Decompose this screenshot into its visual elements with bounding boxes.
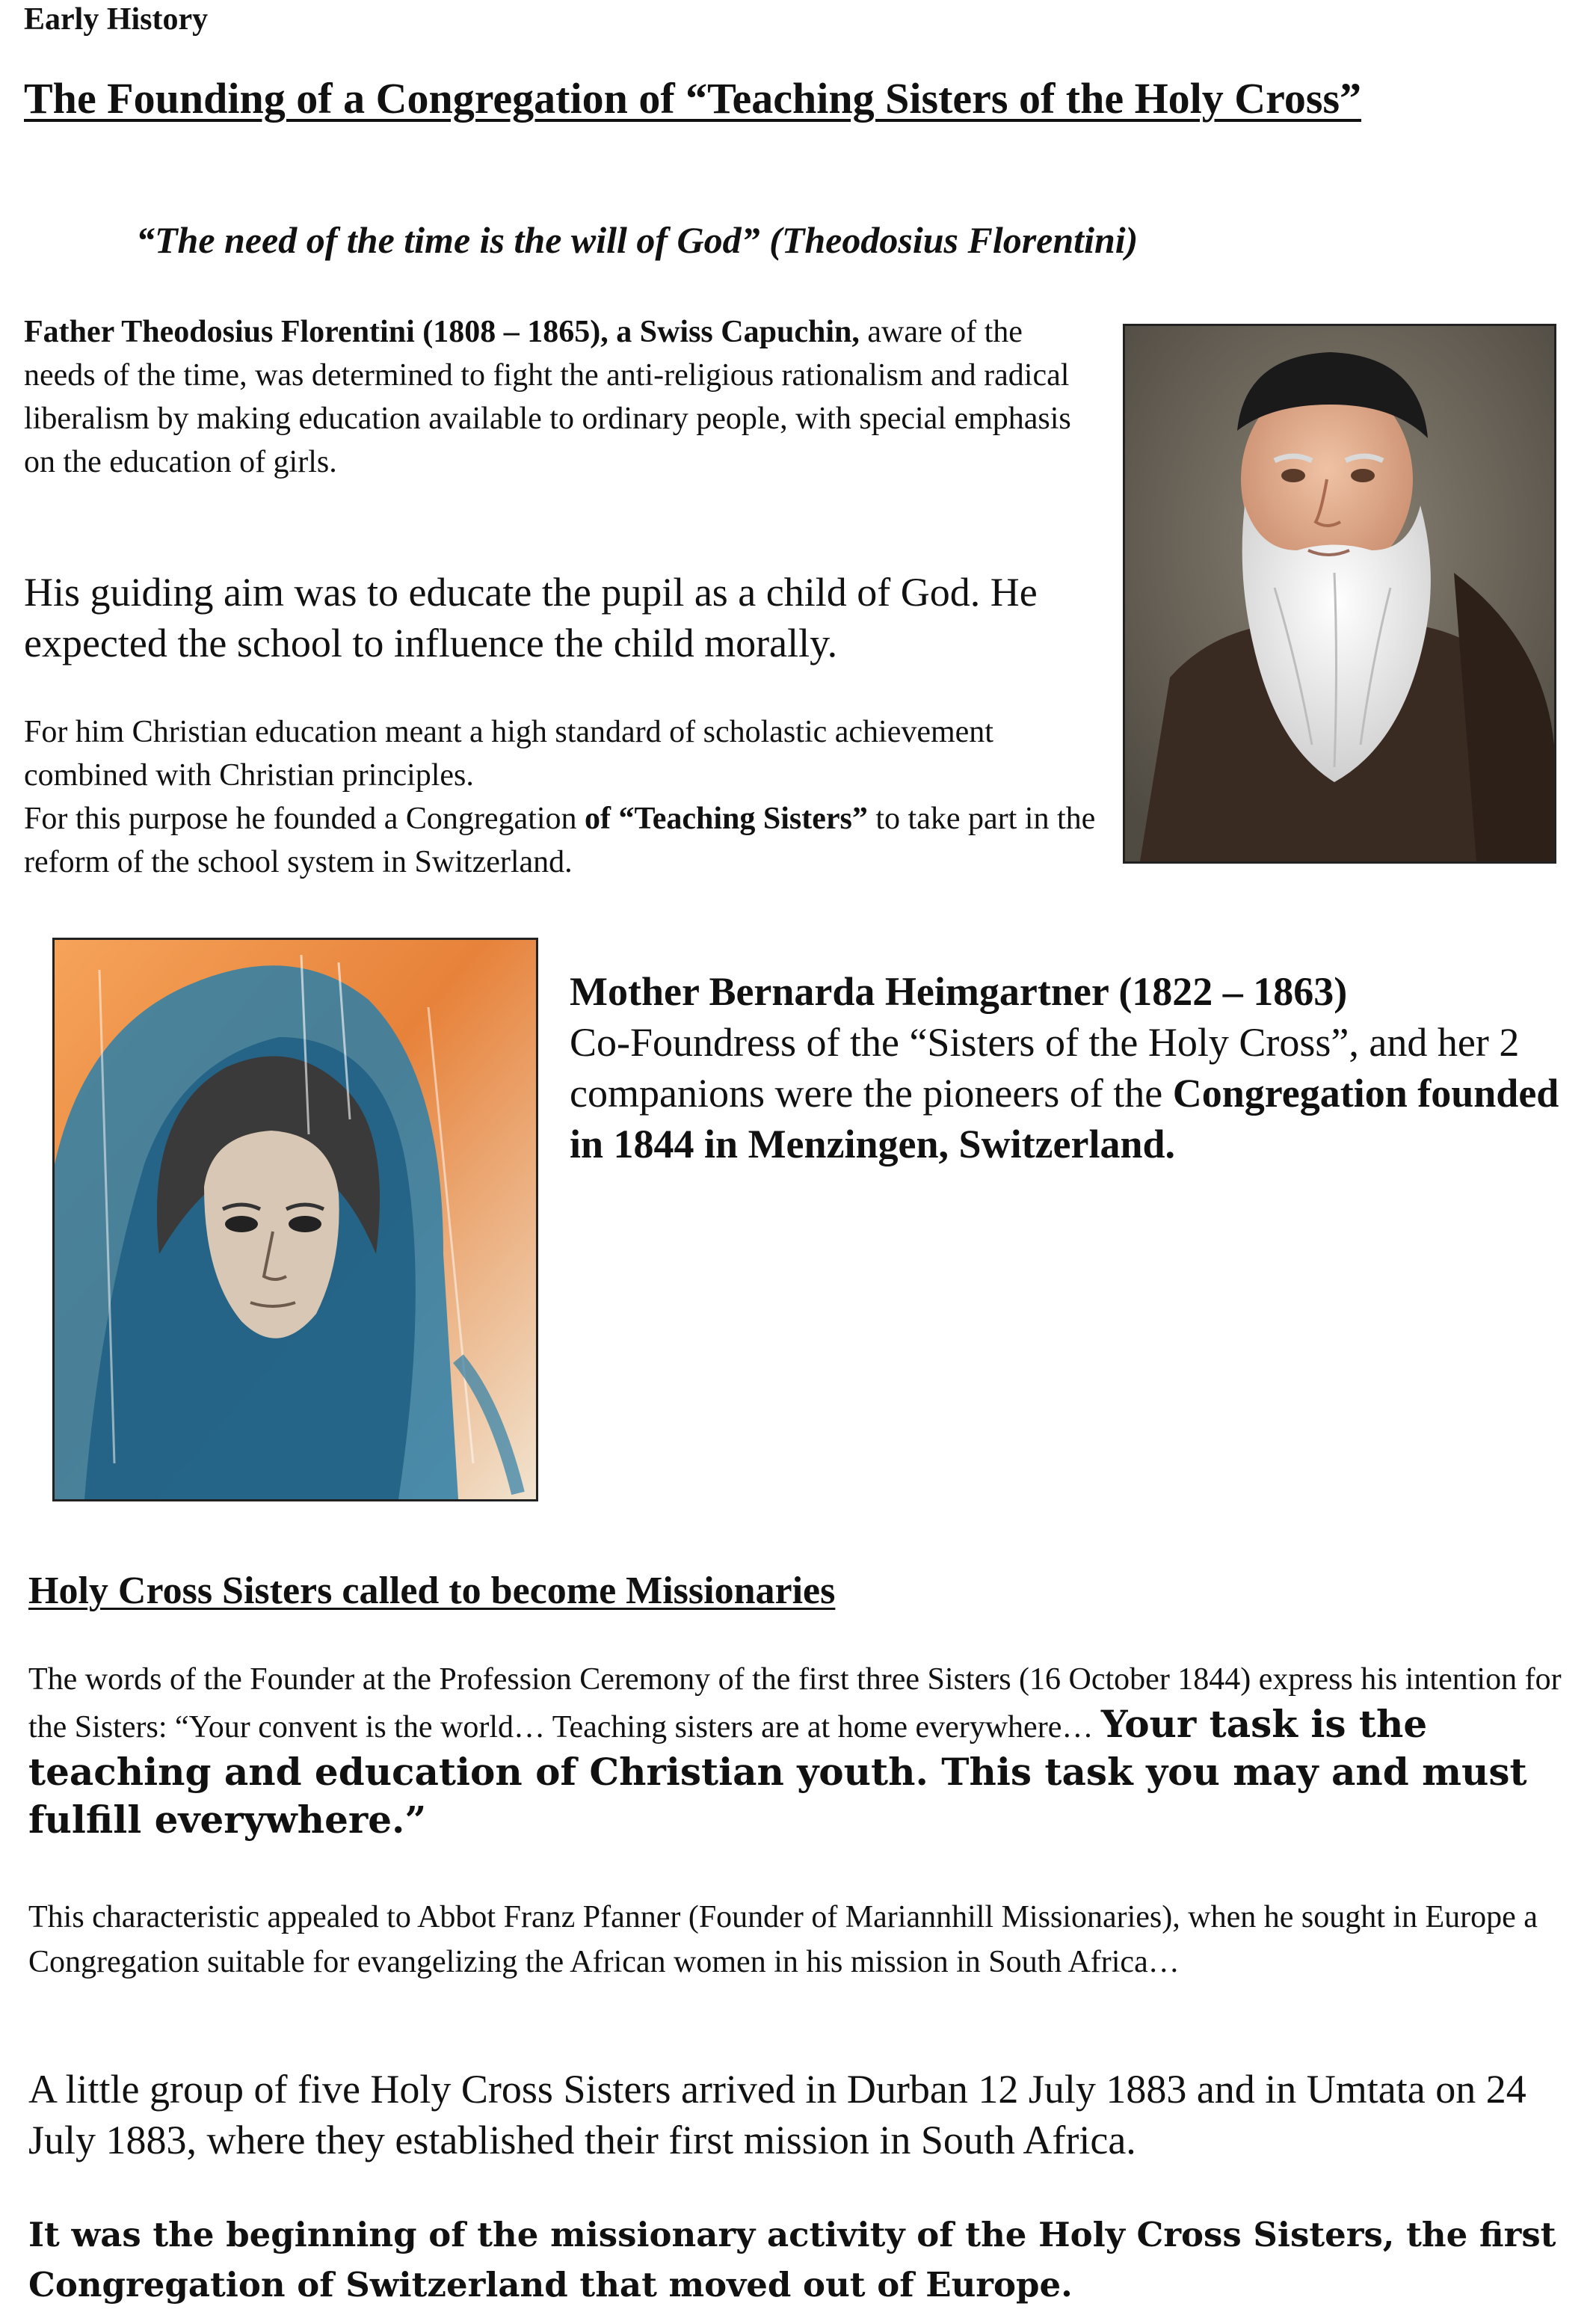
theodosius-portrait (1123, 324, 1556, 864)
theodosius-aim: His guiding aim was to educate the pupil as a child of God. He expected the school to influence the child morally. (24, 570, 1038, 665)
theodosius-intro-body: aware of the needs of the time, was determined to fight the anti-religious rationalism and radical liberalism by making education available to ordinary people, with special emphasis on the education of girls. (24, 315, 1071, 479)
theodosius-portrait-image (1125, 326, 1554, 861)
theodosius-education-bold: of “Teaching Sisters” (585, 802, 868, 836)
conclusion-text: It was the beginning of the missionary activity of the Holy Cross Sisters, the first Congregation of Switzerland that moved out of Europe. (28, 2215, 1556, 2305)
bernarda-founding: Congregation founded in 1844 in Menzingen, Switzerland. (570, 1071, 1559, 1166)
page-title: The Founding of a Congregation of “Teaching Sisters of the Holy Cross” (24, 74, 1362, 123)
arrival-paragraph: A little group of five Holy Cross Sisters arrived in Durban 12 July 1883 and in Umtata on 24 July 1883, where they established their first mission in South Africa. (28, 2067, 1526, 2162)
theodosius-education-start: For this purpose he founded a Congregation (24, 802, 585, 836)
theodosius-education (24, 710, 1100, 884)
theodosius-education-line1: For him Christian education meant a high standard of scholastic achievement combined with Christian principles. (24, 715, 993, 793)
theodosius-intro (24, 310, 1100, 484)
conclusion-paragraph (28, 2210, 1568, 2310)
bernarda-name: Mother Bernarda Heimgartner (1822 – 1863) (570, 969, 1348, 1014)
bernarda-painting-image (55, 940, 536, 1499)
founder-words (28, 1657, 1568, 1845)
missionaries-heading: Holy Cross Sisters called to become Missionaries (28, 1570, 836, 1612)
founder-quote: “The need of the time is the will of God” (Theodosius Florentini) (136, 219, 1139, 261)
bernarda-painting (52, 938, 538, 1501)
theodosius-intro-lead: Father Theodosius Florentini (1808 – 1865), a Swiss Capuchin, (24, 315, 860, 349)
bernarda-caption (570, 966, 1571, 1169)
bernarda-role: Co-Foundress of the “Sisters of the Holy Cross”, and her 2 companions were the pioneers of the (570, 1020, 1520, 1116)
section-kicker: Early History (24, 2, 209, 37)
founder-task: Your task is the teaching and education of Christian youth. This task you may and must fulfill everywhere.” (28, 1702, 1527, 1842)
pfanner-paragraph: This characteristic appealed to Abbot Franz Pfanner (Founder of Mariannhill Missionaries), when he sought in Europe a Congregation suitable for evangelizing the African women in his mission in South Africa… (28, 1900, 1538, 1979)
theodosius-education-end: to take part in the reform of the school system in Switzerland. (24, 802, 1096, 879)
founder-words-text: The words of the Founder at the Profession Ceremony of the first three Sisters (16 October 1844) express his intention for the Sisters: “Your convent is the world… Teaching sisters are at home everywhere… (28, 1662, 1562, 1744)
